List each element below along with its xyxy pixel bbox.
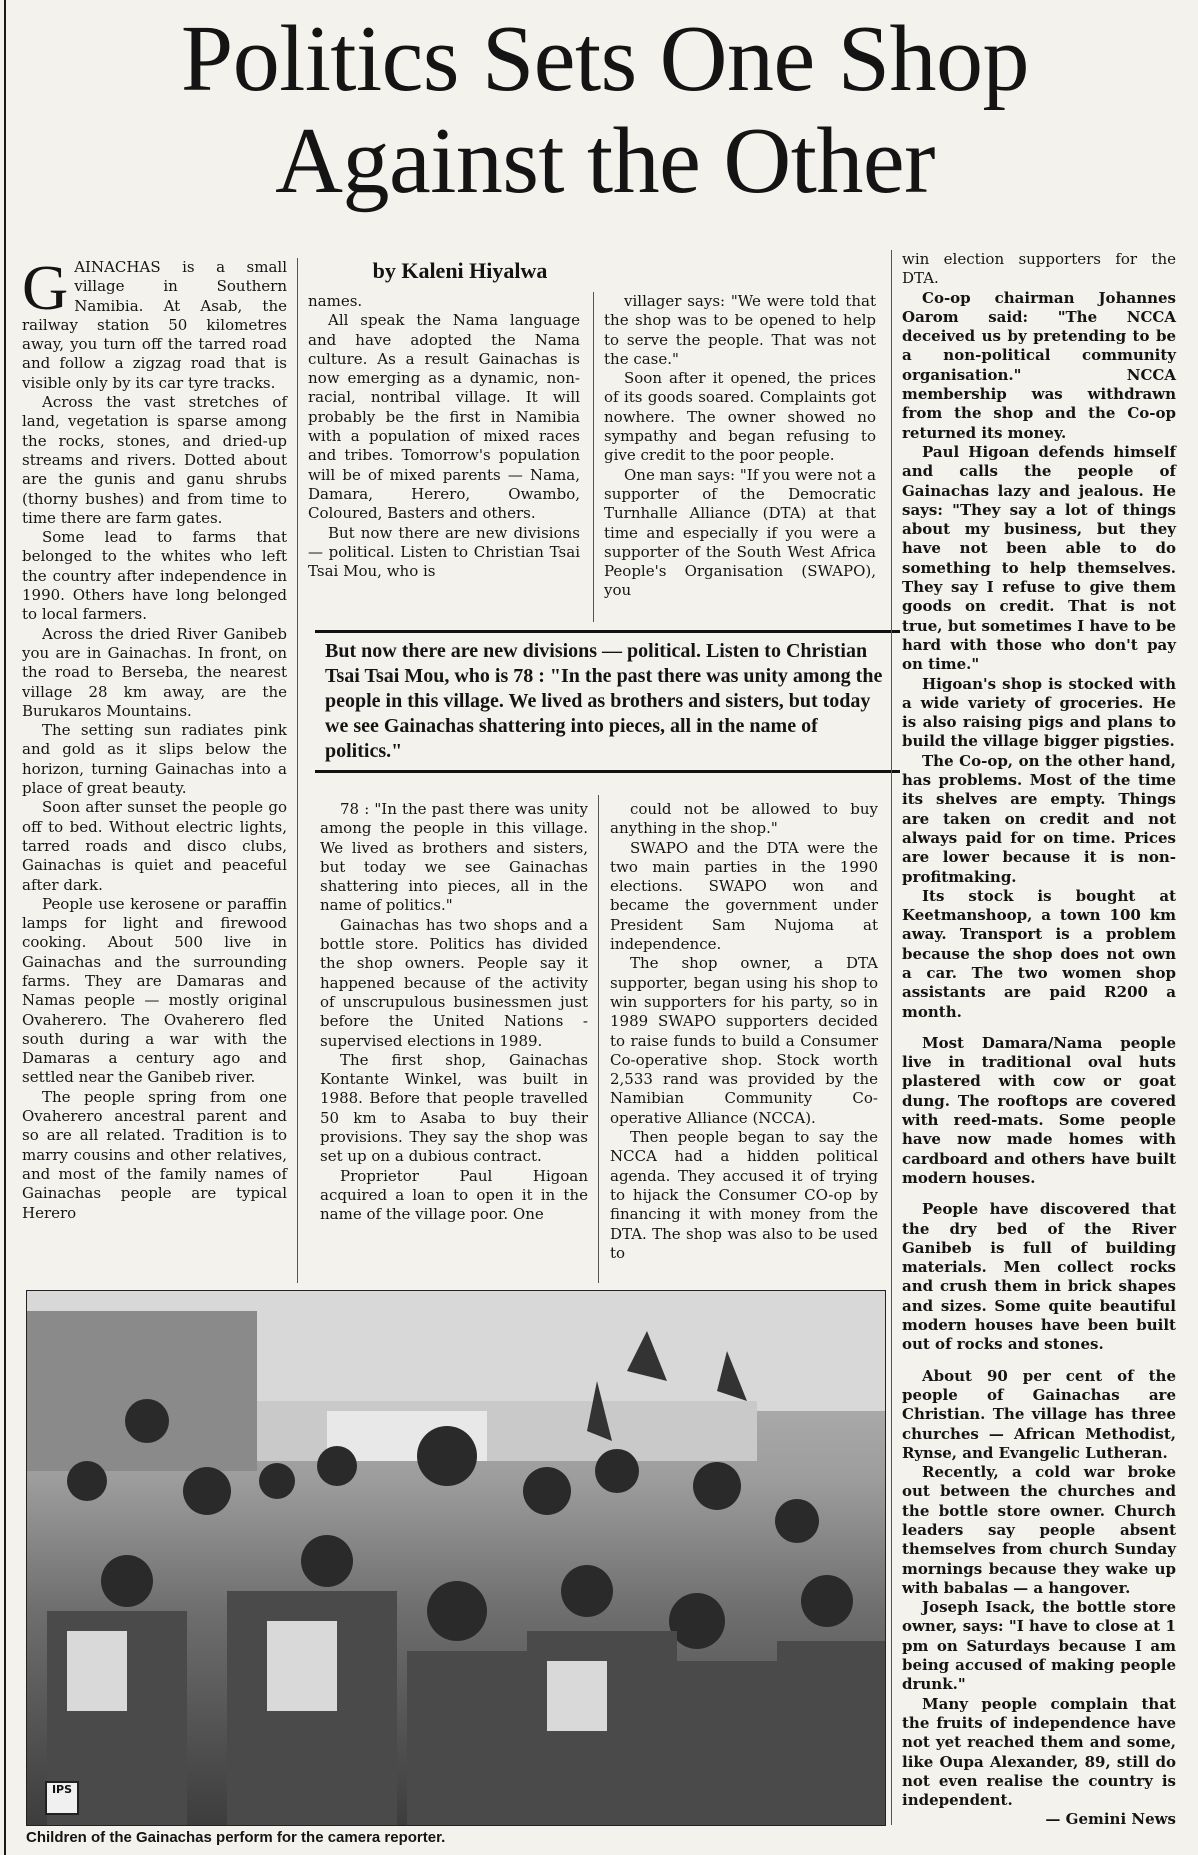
lead-text: AINACHAS is a small village in Southern Namibia. At Asab, the railway station 50 kilometres away, you turn off the tarred road and follow a zigzag road that is visible only by its car tyre tracks. <box>22 258 287 392</box>
paragraph: But now there are new divisions — political. Listen to Christian Tsai Tsai Mou, who is <box>308 523 580 581</box>
paragraph: Some lead to farms that belonged to the whites who left the country after independence in 1990. Others have long belonged to local farmers. <box>22 528 287 624</box>
paragraph: Across the vast stretches of land, vegetation is sparse among the rocks, stones, and dried-up streams and rivers. Dotted about are the gunis and ganu shrubs (thorny bushes) and from time to time there are farm gates. <box>22 393 287 527</box>
article-column-4 <box>902 250 1176 1830</box>
column-rule <box>297 258 298 1283</box>
headline <box>12 8 1198 212</box>
dropcap: G <box>22 252 69 323</box>
paragraph: Higoan's shop is stocked with a wide variety of groceries. He is also raising pigs and plans to build the village bigger pigsties. <box>902 674 1176 751</box>
paragraph: 78 : "In the past there was unity among the people in this village. We lived as brothers and sisters, but today we see Gainachas shattering into pieces, all in the name of politics." <box>320 800 588 915</box>
paragraph: The people spring from one Ovaherero ancestral parent and so are all related. Tradition is to marry cousins and other relatives, and most of the family names of Gainachas people are typical Herero <box>22 1087 287 1222</box>
paragraph: People use kerosene or paraffin lamps for light and firewood cooking. About 500 live in Gainachas and the surrounding farms. They are Damaras and Namas people — mostly original Ovaherero. The Ovaherero fled south during a war with the Damaras a century ago and settled near the Ganibeb river. <box>22 894 287 1087</box>
paragraph: villager says: "We were told that the shop was to be opened to help to serve the people. That was not the case." <box>604 292 876 368</box>
paragraph: Across the dried River Ganibeb you are in Gainachas. In front, on the road to Berseba, the nearest village 28 km away, are the Burukaros Mountains. <box>22 624 287 720</box>
column-rule <box>891 250 892 1825</box>
column-continuation: names. <box>308 292 363 310</box>
paragraph: People have discovered that the dry bed of the River Ganibeb is full of building materials. Men collect rocks and crush them in brick shapes and sizes. Some quite beautiful modern houses have been built out of rocks and stones. <box>902 1200 1176 1354</box>
paragraph: The Co-op, on the other hand, has problems. Most of the time its shelves are empty. Things are taken on credit and not always paid for on time. Prices are lower because it is non-profitmaking. <box>902 751 1176 886</box>
paragraph: The shop owner, a DTA supporter, began using his shop to win supporters for his party, so in 1989 SWAPO supporters decided to raise funds to build a Consumer Co-operative shop. Stock worth 2,533 rand was provided by the Namibian Community Co-operative Alliance (NCCA). <box>610 954 878 1127</box>
paragraph: About 90 per cent of the people of Gainachas are Christian. The village has three churches — African Methodist, Rynse, and Evangelic Lutheran. <box>902 1366 1176 1462</box>
lead-paragraph <box>22 252 287 393</box>
article-column-1 <box>22 252 287 1223</box>
paragraph: All speak the Nama language and have adopted the Nama culture. As a result Gainachas is now emerging as a dynamic, non-racial, nontribal village. It will probably be the first in Namibia with a population of mixed races and tribes. Tomorrow's population will be of mixed parents — Nama, Damara, Herero, Owambo, Coloured, Basters and others. <box>308 311 580 523</box>
paragraph: The first shop, Gainachas Kontante Winkel, was built in 1988. Before that people travelled 50 km to Asaba to buy their provisions. They say the shop was set up on a dubious contract. <box>320 1050 588 1166</box>
pull-quote: But now there are new divisions — political. Listen to Christian Tsai Tsai Mou, who is 78 : "In the past there was unity among the people in this village. We lived as brothers and sisters, but today we see Gainachas shattering into pieces, all in the name of politics." <box>315 630 900 773</box>
column-rule <box>598 795 599 1283</box>
paragraph: Recently, a cold war broke out between the churches and the bottle store owner. Church leaders say people absent themselves from church Sunday mornings because they wake up with babalas — a hangover. <box>902 1463 1176 1597</box>
paragraph: Proprietor Paul Higoan acquired a loan to open it in the name of the village poor. One <box>320 1166 588 1224</box>
article-column-3-top <box>604 292 876 601</box>
news-credit: — Gemini News <box>1045 1810 1176 1829</box>
paragraph: Soon after it opened, the prices of its goods soared. Complaints got nowhere. The owner showed no sympathy and began refusing to give credit to the poor people. <box>604 369 876 465</box>
paragraph: Joseph Isack, the bottle store owner, says: "I have to close at 1 pm on Saturdays because I am being accused of making people drunk." <box>902 1598 1176 1694</box>
paragraph: Most Damara/Nama people live in traditional oval huts plastered with cow or goat dung. The rooftops are covered with reed-mats. Some people have now made homes with cardboard and others have built modern houses. <box>902 1033 1176 1187</box>
photo-caption: Children of the Gainachas perform for the camera reporter. <box>26 1829 446 1846</box>
paragraph: Its stock is bought at Keetmanshoop, a town 100 km away. Transport is a problem because the shop does not own a car. The two women shop assistants are paid R200 a month. <box>902 886 1176 1021</box>
paragraph: SWAPO and the DTA were the two main parties in the 1990 elections. SWAPO won and became the government under President Sam Nujoma at independence. <box>610 838 878 954</box>
paragraph: Then people began to say the NCCA had a hidden political agenda. They accused it of trying to hijack the Consumer CO-op by financing it with money from the DTA. The shop was also to be used to <box>610 1128 878 1262</box>
paragraph: could not be allowed to buy anything in the shop." <box>610 800 878 838</box>
paragraph: Gainachas has two shops and a bottle store. Politics has divided the shop owners. People say it happened because of the activity of unscrupulous businessmen just before the United Nations -supervised elections in 1989. <box>320 915 588 1050</box>
paragraph: Soon after sunset the people go off to bed. Without electric lights, tarred roads and disco clubs, Gainachas is quiet and peaceful after dark. <box>22 798 287 894</box>
headline-line-2: Against the Other <box>275 109 935 213</box>
paragraph: Many people complain that the fruits of independence have not yet reached them and some, like Oupa Alexander, 89, still do not even realise the country is independent. <box>902 1694 1176 1810</box>
byline: by Kaleni Hiyalwa <box>372 258 548 283</box>
column-rule <box>593 292 594 622</box>
paragraph: Paul Higoan defends himself and calls the people of Gainachas lazy and jealous. He says: "They say a lot of things about my business, but they have not been able to do something to help themselves. They say I refuse to give them goods on credit. That is not true, but sometimes I have to be hard with those who don't pay on time." <box>902 442 1176 674</box>
photo-scene <box>27 1291 885 1825</box>
article-column-2-bottom <box>320 800 588 1225</box>
headline-line-1: Politics Sets One Shop <box>180 7 1030 111</box>
village-children-photo <box>26 1290 886 1826</box>
photo-agency-logo: IPS <box>45 1781 79 1815</box>
paragraph: One man says: "If you were not a supporter of the Democratic Turnhalle Alliance (DTA) at that time and especially if you were a supporter of the South West Africa People's Organisation (SWAPO), you <box>604 465 876 600</box>
page-left-rule <box>4 0 6 1855</box>
article-column-3-bottom <box>610 800 878 1263</box>
paragraph: Co-op chairman Johannes Oarom said: "The NCCA deceived us by pretending to be a non-political community organisation." NCCA membership was withdrawn from the shop and the Co-op returned its money. <box>902 288 1176 442</box>
column-continuation: win election supporters for the DTA. <box>902 250 1176 288</box>
paragraph: The setting sun radiates pink and gold as it slips below the horizon, turning Gainachas into a place of great beauty. <box>22 721 287 798</box>
article-column-2-top <box>308 292 580 581</box>
